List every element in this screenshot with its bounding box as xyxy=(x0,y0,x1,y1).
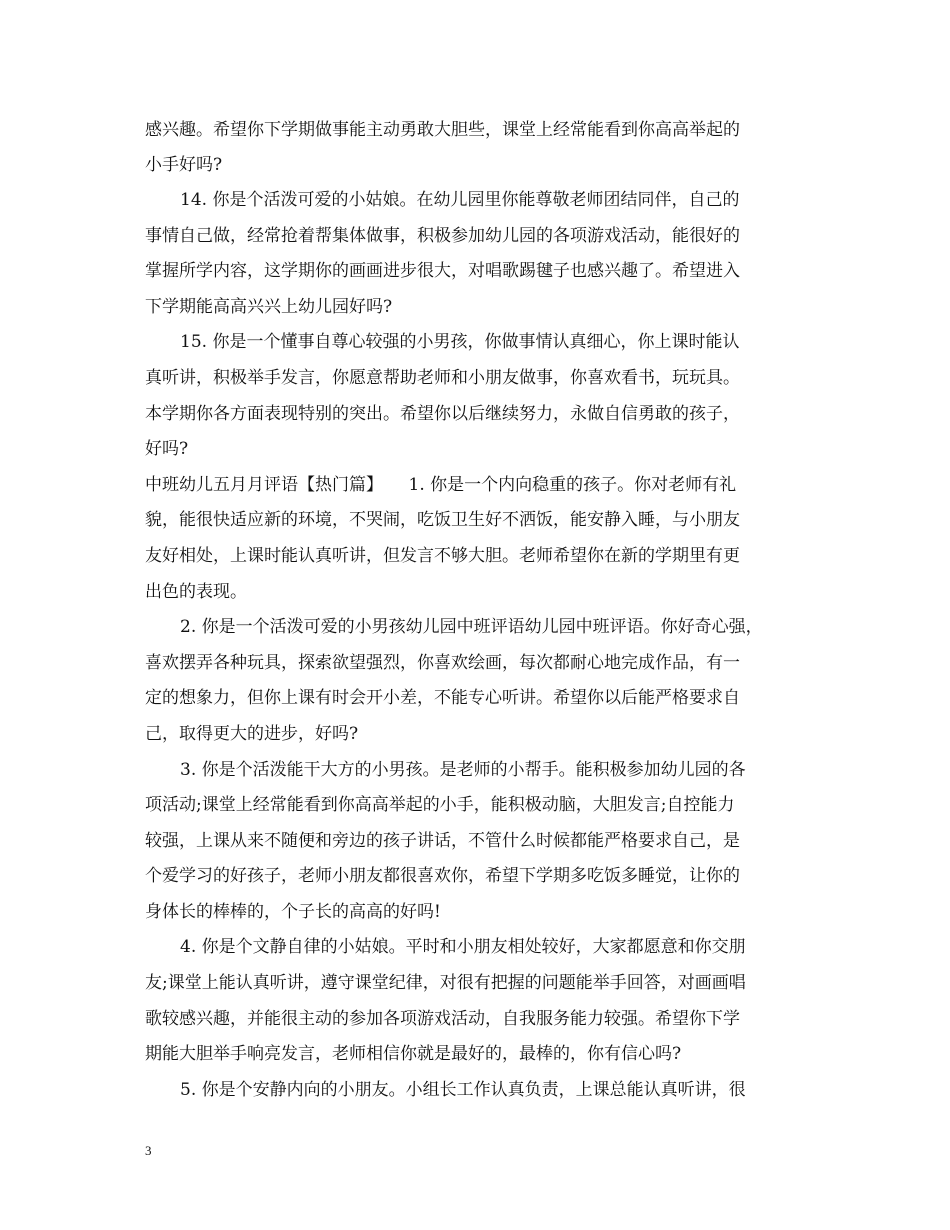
paragraph-14-start: 14. 你是个活泼可爱的小姑娘。在幼儿园里你能尊敬老师团结同伴，自己的 xyxy=(180,190,740,210)
text-line: 喜欢摆弄各种玩具，探索欲望强烈，你喜欢绘画，每次都耐心地完成作品，有一 xyxy=(145,653,740,673)
section-heading-line: 中班幼儿五月月评语【热门篇】 1. 你是一个内向稳重的孩子。你对老师有礼 xyxy=(145,475,737,495)
paragraph-15-start: 15. 你是一个懂事自尊心较强的小男孩，你做事情认真细心，你上课时能认 xyxy=(180,332,740,352)
paragraph-2-start: 2. 你是一个活泼可爱的小男孩幼儿园中班评语幼儿园中班评语。你好奇心强， xyxy=(180,617,763,637)
text-line: 下学期能高高兴兴上幼儿园好吗? xyxy=(145,297,393,317)
text-line: 个爱学习的好孩子，老师小朋友都很喜欢你，希望下学期多吃饭多睡觉，让你的 xyxy=(145,866,740,886)
text-line: 期能大胆举手响亮发言，老师相信你就是最好的，最棒的，你有信心吗? xyxy=(145,1044,682,1064)
text-line: 歌较感兴趣，并能很主动的参加各项游戏活动，自我服务能力较强。希望你下学 xyxy=(145,1009,740,1029)
text-line: 小手好吗? xyxy=(145,155,223,175)
text-line: 友;课堂上能认真听讲，遵守课堂纪律，对很有把握的问题能举手回答，对画画唱 xyxy=(145,973,746,993)
text-line: 掌握所学内容，这学期你的画画进步很大，对唱歌踢毽子也感兴趣了。希望进入 xyxy=(145,261,740,281)
text-line: 身体长的棒棒的，个子长的高高的好吗! xyxy=(145,902,441,922)
paragraph-3-start: 3. 你是个活泼能干大方的小男孩。是老师的小帮手。能积极参加幼儿园的各 xyxy=(180,760,746,780)
text-line: 项活动;课堂上经常能看到你高高举起的小手，能积极动脑，大胆发言;自控能力 xyxy=(145,795,735,815)
text-line: 事情自己做，经常抢着帮集体做事，积极参加幼儿园的各项游戏活动，能很好的 xyxy=(145,226,740,246)
text-line: 貌，能很快适应新的环境，不哭闹，吃饭卫生好不洒饭，能安静入睡，与小朋友 xyxy=(145,510,740,530)
paragraph-5-start: 5. 你是个安静内向的小朋友。小组长工作认真负责，上课总能认真听讲，很 xyxy=(180,1080,746,1100)
text-line: 好吗? xyxy=(145,439,189,459)
text-line: 真听讲，积极举手发言，你愿意帮助老师和小朋友做事，你喜欢看书，玩玩具。 xyxy=(145,368,740,388)
text-line: 定的想象力，但你上课有时会开小差，不能专心听讲。希望你以后能严格要求自 xyxy=(145,688,740,708)
text-line: 友好相处，上课时能认真听讲，但发言不够大胆。老师希望你在新的学期里有更 xyxy=(145,546,740,566)
text-line: 较强，上课从来不随便和旁边的孩子讲话，不管什么时候都能严格要求自己，是 xyxy=(145,831,740,851)
text-line: 己，取得更大的进步，好吗? xyxy=(145,724,359,744)
paragraph-4-start: 4. 你是个文静自律的小姑娘。平时和小朋友相处较好，大家都愿意和你交朋 xyxy=(180,937,746,957)
text-line: 感兴趣。希望你下学期做事能主动勇敢大胆些，课堂上经常能看到你高高举起的 xyxy=(145,120,740,140)
text-line: 本学期你各方面表现特别的突出。希望你以后继续努力，永做自信勇敢的孩子， xyxy=(145,404,740,424)
text-line: 出色的表现。 xyxy=(145,582,247,602)
page-number: 3 xyxy=(145,1143,152,1158)
